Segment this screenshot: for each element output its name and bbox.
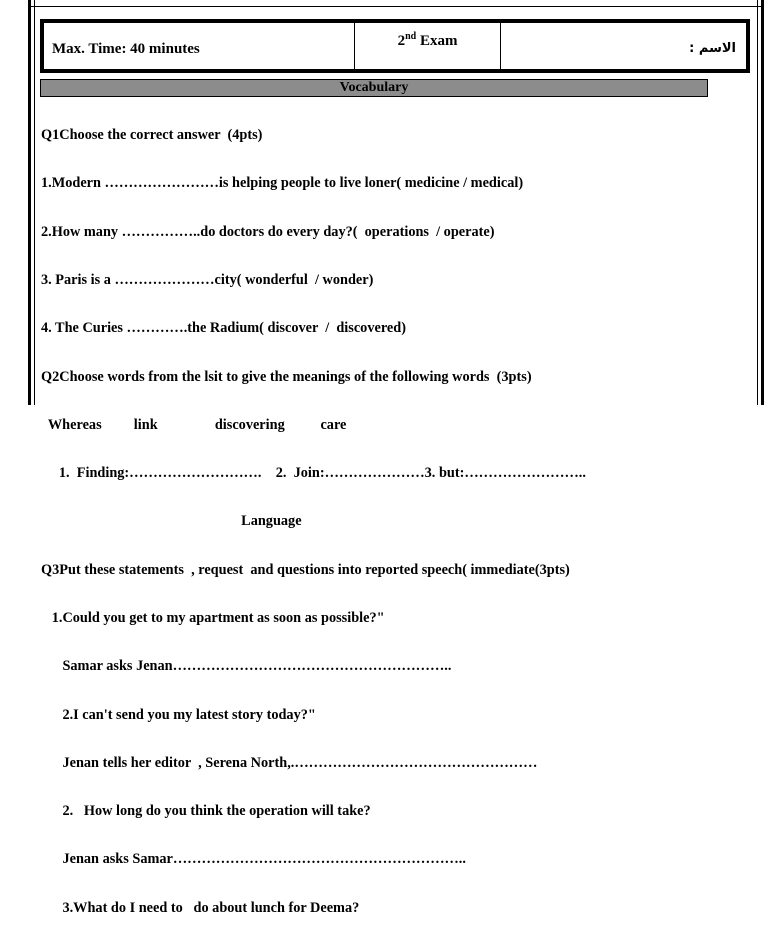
name-label: الاسم : [689, 40, 736, 56]
q3-answer-3: Jenan asks Samar…………………………………………………….. [41, 851, 466, 868]
q3-item-3: 2. How long do you think the operation will take? [41, 803, 371, 820]
exam-ordinal-suffix: nd [405, 31, 417, 42]
q1-item-3: 3. Paris is a …………………city( wonderful / wonder) [41, 272, 374, 289]
question-heading-q1: Q1Choose the correct answer (4pts) [41, 127, 263, 144]
q1-item-4: 4. The Curies ………….the Radium( discover / discovered) [41, 320, 406, 337]
q3-item-2: 2.I can't send you my latest story today?" [41, 706, 316, 723]
page-border-left [28, 0, 31, 405]
exam-header-table [40, 19, 750, 73]
exam-label: Exam [416, 33, 458, 49]
page-border-right-inner [757, 0, 758, 405]
page-border-right [761, 0, 764, 405]
q3-answer-2: Jenan tells her editor , Serena North,.…………………………………………… [41, 754, 538, 771]
section-title: Vocabulary [339, 80, 409, 95]
top-rule [28, 6, 764, 7]
question-heading-q3: Q3Put these statements , request and questions into reported speech( immediate(3pts) [41, 561, 570, 578]
q3-answer-1: Samar asks Jenan………………………………………………….. [41, 658, 452, 675]
q1-item-1: 1.Modern ……………………is helping people to live loner( medicine / medical) [41, 175, 524, 192]
q3-item-1: 1.Could you get to my apartment as soon as possible?" [41, 610, 385, 626]
student-name-cell[interactable] [501, 23, 746, 69]
max-time-cell [44, 23, 355, 69]
exam-number: 2 [397, 33, 406, 49]
exam-questions [41, 95, 751, 932]
q2-items: 1. Finding:………………………. 2. Join:…………………3. but:…………………….. [41, 465, 586, 482]
q1-item-2: 2.How many ……………..do doctors do every day?( operations / operate) [41, 223, 495, 240]
exam-title-cell [355, 23, 501, 69]
page-border-left-inner [34, 0, 35, 405]
question-heading-q2: Q2Choose words from the lsit to give the meanings of the following words (3pts) [41, 368, 532, 385]
section-heading-language: Language [41, 513, 302, 530]
q3-item-4: 3.What do I need to do about lunch for Deema? [41, 899, 360, 916]
q2-word-list: Whereas link discovering care [41, 416, 347, 433]
max-time-text: Max. Time: 40 minutes [52, 40, 200, 57]
